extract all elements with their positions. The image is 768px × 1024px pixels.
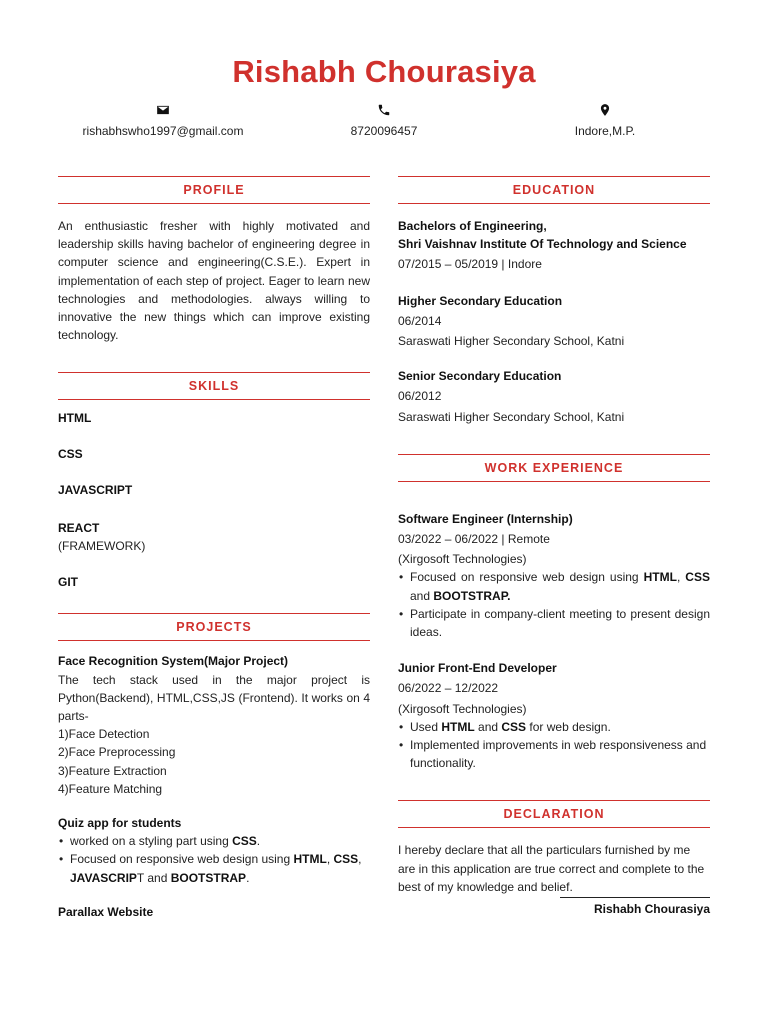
signature-name: Rishabh Chourasiya <box>593 902 710 917</box>
skill-item: CSS <box>58 447 83 462</box>
school-name: Shri Vaishnav Institute Of Technology and Science <box>398 237 687 252</box>
job-date: 06/2022 – 12/2022 <box>398 681 499 696</box>
section-heading-projects: PROJECTS <box>58 613 370 641</box>
project-parallax <box>58 903 370 921</box>
right-column <box>398 176 710 916</box>
degree-title: Bachelors of Engineering, <box>398 219 547 233</box>
project-part: 4)Feature Matching <box>58 781 163 796</box>
section-heading-skills: SKILLS <box>58 372 370 400</box>
map-pin-icon <box>475 100 735 120</box>
profile-summary: An enthusiastic fresher with highly motivated and leadership skills having bachelor of engineering degree in computer science and engineering(C.S.E.). Expert in implementation of each step of project. Eager to learn new technologies and methodologies. always willing to innovative the new things which can improve existing technology. <box>58 219 370 343</box>
skill-item: REACT <box>58 521 100 536</box>
left-column <box>58 176 370 921</box>
job-title: Junior Front-End Developer <box>398 661 557 676</box>
project-description: The tech stack used in the major project is Python(Backend), HTML,CSS,JS (Frontend). It works on 4 parts- <box>58 672 370 724</box>
phone-text[interactable]: 8720096457 <box>350 124 418 138</box>
list-item: • Implemented improvements in web responsiveness and functionality. <box>410 736 710 772</box>
education-date: 07/2015 – 05/2019 | Indore <box>398 257 542 272</box>
email-text[interactable]: rishabhswho1997@gmail.com <box>82 124 244 138</box>
skill-item: JAVASCRIPT <box>58 483 133 498</box>
skill-item: HTML <box>58 411 92 426</box>
list-item: • Participate in company-client meeting to present design ideas. <box>410 605 710 641</box>
job-title: Software Engineer (Internship) <box>398 511 573 526</box>
declaration-text: I hereby declare that all the particulars furnished by me are in this application are true correct and complete to the best of my knowledge and belief. <box>398 843 705 894</box>
skill-sub: (FRAMEWORK) <box>58 539 146 554</box>
signature-line <box>560 897 710 898</box>
project-part: 1)Face Detection <box>58 727 150 742</box>
project-title: Parallax Website <box>58 904 154 919</box>
job-entry <box>398 659 710 772</box>
education-entry <box>398 367 710 426</box>
list-item: • Used HTML and CSS for web design. <box>410 718 710 736</box>
project-title: Face Recognition System(Major Project) <box>58 654 289 669</box>
skills-list <box>58 409 370 591</box>
job-company: (Xirgosoft Technologies) <box>398 701 527 716</box>
section-heading-declaration: DECLARATION <box>398 800 710 828</box>
contact-location <box>475 100 735 138</box>
list-item: • Focused on responsive web design using HTML, CSS, JAVASCRIPT and BOOTSTRAP. <box>70 850 370 886</box>
project-title: Quiz app for students <box>58 816 182 831</box>
education-date: 06/2012 <box>398 389 442 404</box>
section-heading-work: WORK EXPERIENCE <box>398 454 710 482</box>
candidate-name: Rishabh Chourasiya <box>232 54 536 89</box>
job-bullets <box>398 568 710 641</box>
job-entry <box>398 510 710 641</box>
section-heading-profile: PROFILE <box>58 176 370 204</box>
list-item: • Focused on responsive web design using HTML, CSS and BOOTSTRAP. <box>410 568 710 604</box>
school-name: Saraswati Higher Secondary School, Katni <box>398 334 625 349</box>
job-bullets <box>398 718 710 773</box>
section-heading-education: EDUCATION <box>398 176 710 204</box>
education-date: 06/2014 <box>398 313 442 328</box>
school-name: Saraswati Higher Secondary School, Katni <box>398 409 625 424</box>
skill-item: GIT <box>58 575 78 590</box>
project-quiz-app <box>58 814 370 887</box>
degree-title: Higher Secondary Education <box>398 293 563 308</box>
project-bullets <box>58 832 370 887</box>
list-item: • worked on a styling part using CSS. <box>70 832 370 850</box>
project-face-recognition <box>58 652 370 798</box>
education-entry <box>398 292 710 351</box>
degree-title: Senior Secondary Education <box>398 369 562 384</box>
education-entry <box>398 217 710 274</box>
job-date: 03/2022 – 06/2022 | Remote <box>398 532 550 547</box>
project-part: 3)Feature Extraction <box>58 763 167 778</box>
project-part: 2)Face Preprocessing <box>58 745 176 760</box>
location-text: Indore,M.P. <box>574 124 636 138</box>
job-company: (Xirgosoft Technologies) <box>398 552 527 567</box>
